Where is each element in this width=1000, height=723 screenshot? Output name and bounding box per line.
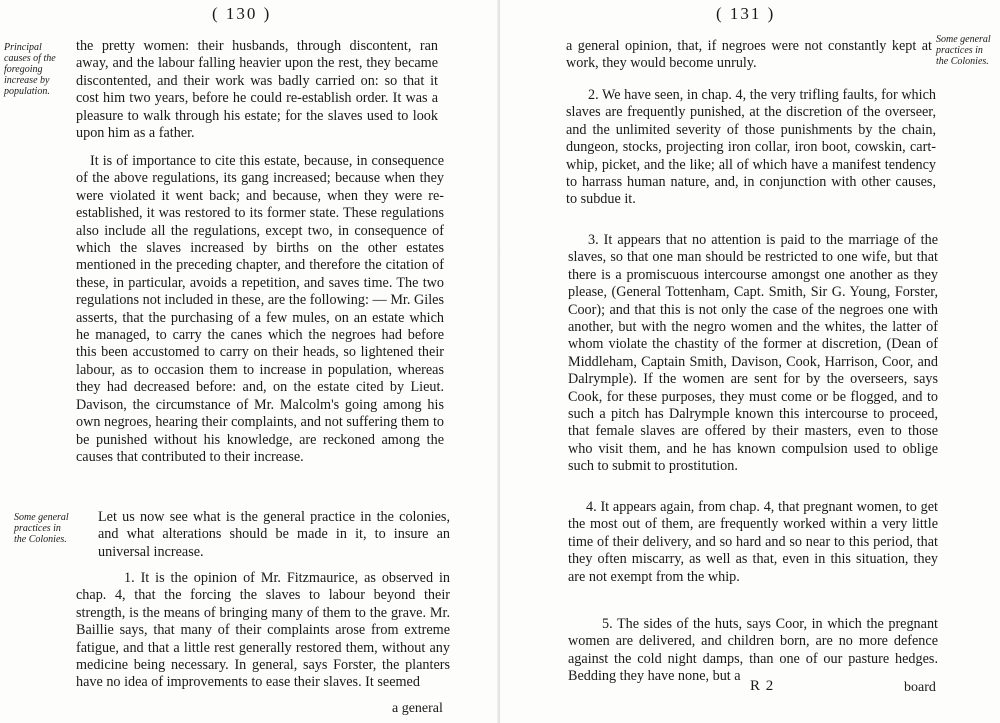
page-number-left: ( 130 )	[212, 4, 272, 23]
catchword-right: board	[904, 680, 936, 695]
right-paragraph-4: 4. It appears again, from chap. 4, that pregnant women, to get the most out of them, are frequently worked within a very little time of their delivery, and so hard and so near to this period, that they often miscarry, as well as that, even in this situation, they are not exempt from the whip.	[568, 499, 938, 585]
margin-note-principal-causes: Principal causes of the foregoing increase by population.	[4, 42, 56, 97]
left-paragraph-2: It is of importance to cite this estate, because, in consequence of the above regulations, its gang increased; because when they were violated it went back; and because, when they were re-established, it was restored to its former state. These regulations also include all the regulations, except two, in consequence of which the slaves increased by births on the other estates mentioned in the preceding chapter, and therefore the citation of these, in particular, avoids a repetition, and saves time. The two regulations not included in these, are the following: — Mr. Giles asserts, that the purchasing of a few mules, on an estate which he managed, to carry the canes which the negroes had before this been accustomed to carry on their heads, so lightened their labour, as to occasion them to increase in population, whereas they had decreased before: and, on the estate cited by Lieut. Davison, the circumstance of Mr. Malcolm's going among his own negroes, hearing their complaints, and not suffering them to be punished without his knowledge, are reckoned among the causes that contributed to their increase.	[76, 153, 444, 465]
right-paragraph-5: 5. The sides of the huts, says Coor, in which the pregnant women are delivered, and children born, are no more defence against the cold night damps, than one of our pasture hedges. Bedding they have none, but a	[568, 616, 938, 685]
signature-mark: R 2	[750, 678, 775, 694]
margin-note-general-practices-right: Some general practices in the Colonies.	[936, 34, 991, 67]
catchword-left: a general	[392, 701, 443, 716]
right-paragraph-3: 3. It appears that no attention is paid to the marriage of the slaves, so that one man should be restricted to one wife, but that there is a promiscuous intercourse amongst one another as they please, (General Tottenham, Capt. Smith, Sir G. Young, Forster, Coor); and that this is not only the case of the negroes one with another, but with the negro women and the whites, the latter of whom violate the chastity of the former at discretion, (Dean of Middleham, Captain Smith, Davison, Cook, Harrison, Coor, and Dalrymple). If the women are sent for by the overseers, says Cook, for these purposes, they must come or be flogged, and to such a pitch has Dalrymple known this intercourse to proceed, that female slaves are offered by their masters, even to those who visit them, and he has known compulsion used to oblige such to submit to prostitution.	[568, 232, 938, 475]
right-page	[500, 0, 1000, 723]
left-paragraph-3: Let us now see what is the general practice in the colonies, and what alterations should be made in it, to insure an universal increase.	[98, 509, 450, 560]
left-paragraph-4: 1. It is the opinion of Mr. Fitzmaurice, as observed in chap. 4, that the forcing the slaves to labour beyond their strength, is the means of bringing many of them to the grave. Mr. Baillie says, that many of their complaints arose from extreme fatigue, and that a little rest generally restored them, without any medicine being necessary. In general, says Forster, the planters have no idea of improvements to ease their slaves. It seemed	[76, 570, 450, 691]
right-paragraph-2: 2. We have seen, in chap. 4, the very trifling faults, for which slaves are frequently punished, at the discretion of the overseer, and the unlimited severity of those punishments by the chain, dungeon, stocks, projecting iron collar, iron boot, cowskin, cart-whip, picket, and the like; all of which have a manifest tendency to harrass human nature, and, in conjunction with other causes, to subdue it.	[566, 87, 936, 208]
margin-note-general-practices-left: Some general practices in the Colonies.	[14, 512, 69, 545]
left-paragraph-1: the pretty women: their husbands, through discontent, ran away, and the labour falling heavier upon the rest, they became discontented, and their work was badly carried on: so that it cost him two years, before he could re-establish order. It was a pleasure to walk through his estate; for the slaves used to look upon him as a father.	[76, 38, 438, 142]
page-number-right: ( 131 )	[716, 4, 776, 23]
right-paragraph-1: a general opinion, that, if negroes were not constantly kept at work, they would become unruly.	[566, 38, 932, 72]
